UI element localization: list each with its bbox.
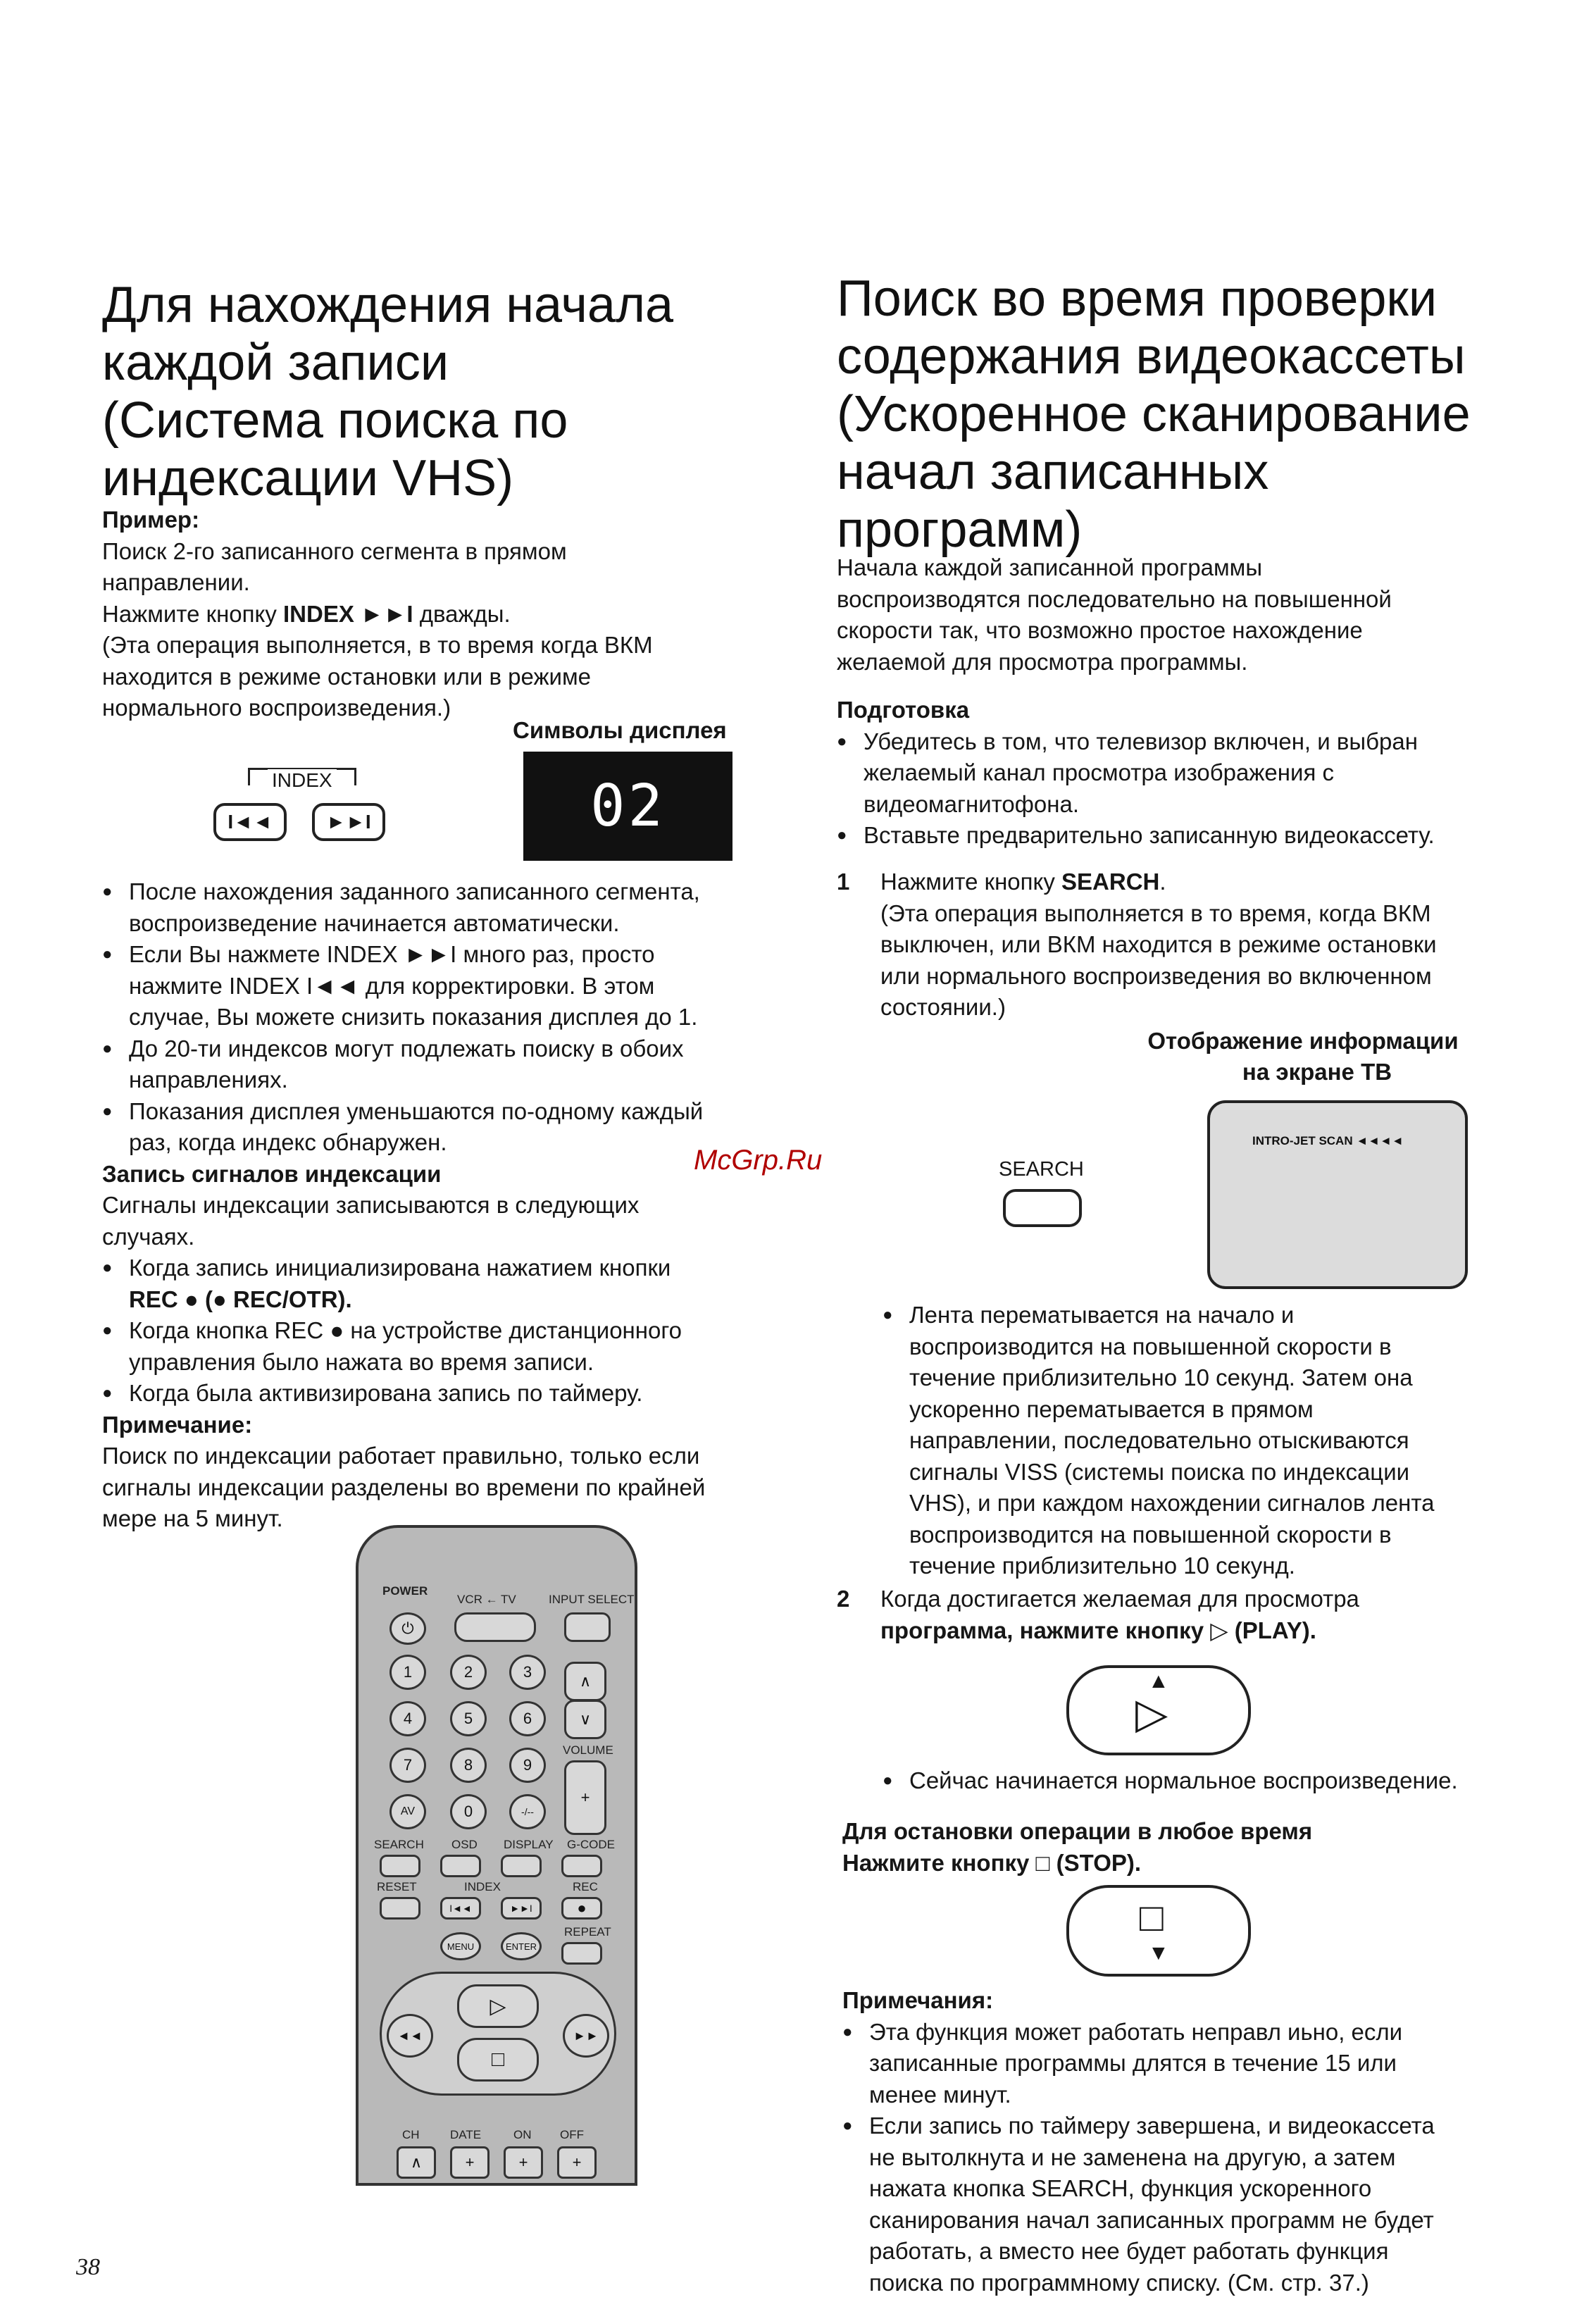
repeat-label: REPEAT [564, 1925, 611, 1939]
digit-5[interactable]: 5 [450, 1701, 487, 1736]
display-label: DISPLAY [504, 1838, 554, 1851]
remote-stop-button[interactable]: □ [457, 2038, 539, 2082]
play-button[interactable] [1066, 1665, 1251, 1755]
tv-info-heading: Отображение информации на экране ТВ [1147, 1028, 1459, 1085]
example-block: Пример: Поиск 2-го записанного сегмента в прямом направлении. Нажмите кнопку INDEX ►►I дважды. (Эта операция выполняется, в то время когда ВКМ находится в режиме остановки или в режиме нормального воспроизведения.) [102, 504, 792, 724]
remote-play-button[interactable]: ▷ [457, 1984, 539, 2028]
search-button[interactable] [1003, 1189, 1082, 1227]
rec-heading: Запись сигналов индексации [102, 1160, 442, 1187]
index-label: INDEX [268, 769, 337, 792]
page-number: 38 [76, 2254, 100, 2280]
menu-button[interactable]: MENU [440, 1932, 481, 1960]
prep-bullet-tv: ● Убедитесь в том, что телевизор включен, и выбран желаемый канал просмотра изображения с видеомагнитофона. [837, 726, 1548, 821]
press-index-line: Нажмите кнопку INDEX ►►I дважды. [102, 600, 511, 627]
tv-screen-text: INTRO-JET SCAN ◄◄◄◄ [1252, 1134, 1404, 1147]
step-2-number: 2 [837, 1586, 850, 1612]
search-button-remote[interactable] [380, 1855, 420, 1877]
reset-button[interactable] [380, 1897, 420, 1920]
enter-button[interactable]: ENTER [501, 1932, 542, 1960]
bullet-auto-play: ● После нахождения заданного записанного сегмента, воспроизведение начинается автоматически. [102, 876, 799, 939]
index-next-remote[interactable]: ►►I [501, 1897, 542, 1920]
left-title: Для нахождения начала каждой записи (Система поиска по индексации VHS) [102, 277, 674, 506]
on-label: ON [513, 2128, 532, 2141]
rec-label: REC [573, 1880, 598, 1893]
play-bullet: ● Сейчас начинается нормальное воспроизведение. [883, 1765, 1545, 1797]
rec-button[interactable]: ● [561, 1897, 602, 1920]
scan-bullet: ● Лента перематывается на начало и воспроизводится на повышенной скорости в течение приблизительно 10 секунд. Затем она ускоренно перематывается в прямом направлении, последовательно отыскиваются сигналы VISS (системы поиска по индексации VHS), и при каждом нахождении сигналов лента воспроизводится на повышенной скорости в течение приблизительно 10 секунд. [883, 1300, 1545, 1582]
gcode-label: G-CODE [567, 1838, 615, 1851]
digit-8[interactable]: 8 [450, 1748, 487, 1783]
note-heading: Примечание: [102, 1411, 253, 1438]
display-button[interactable] [501, 1855, 542, 1877]
notes-bullet-2: ● Если запись по таймеру завершена, и видеокассета не вытолкнута и не заменена на другую, а затем нажата кнопка SEARCH, функция ускоренного сканирования начал записанных программ не будет работать, а вместо нее будет работать функция поиска по программному списку. (См. стр. 37.) [842, 2110, 1547, 2298]
watermark: McGrp.Ru [694, 1145, 823, 1176]
stop-arrow-down-icon: ▼ [1148, 1941, 1169, 1965]
play-note [883, 1765, 1545, 1797]
digit-3[interactable]: 3 [509, 1655, 546, 1690]
date-plus-button[interactable]: + [450, 2146, 490, 2179]
channel-down-button[interactable]: ∨ [564, 1700, 606, 1739]
fast-forward-button[interactable]: ►► [563, 2014, 609, 2058]
off-plus-button[interactable]: + [557, 2146, 597, 2179]
digit-1[interactable]: 1 [389, 1655, 426, 1690]
input-select-label: INPUT SELECT [549, 1593, 635, 1606]
stop-heading: Для остановки операции в любое время [842, 1818, 1313, 1844]
step-1-number: 1 [837, 869, 850, 895]
repeat-button[interactable] [561, 1942, 602, 1965]
vcr-display [523, 752, 732, 861]
osd-button[interactable] [440, 1855, 481, 1877]
stop-button[interactable] [1066, 1885, 1251, 1977]
osd-label: OSD [451, 1838, 478, 1851]
search-button-label: SEARCH [999, 1158, 1084, 1181]
bullet-display-decrease: ● Показания дисплея уменьшаются по-одному каждый раз, когда индекс обнаружен. [102, 1096, 799, 1159]
tv-screen [1207, 1100, 1468, 1289]
index-prev-remote[interactable]: I◄◄ [440, 1897, 481, 1920]
right-title: Поиск во время проверки содержания видеокассеты (Ускоренное сканирование начал записанных программ) [837, 270, 1471, 558]
rec-bullet-2: ● Когда кнопка REC ● на устройстве дистанционного управления было нажата во время записи. [102, 1315, 799, 1378]
digit-4[interactable]: 4 [389, 1701, 426, 1736]
volume-label: VOLUME [563, 1743, 613, 1757]
step-2: 2 Когда достигается желаемая для просмотра программа, нажмите кнопку ▷ (PLAY). [837, 1584, 1541, 1646]
vcr-tv-label: VCR ← TV [457, 1593, 516, 1606]
prep-bullet-cassette: ● Вставьте предварительно записанную видеокассету. [837, 820, 1548, 852]
index-next-button[interactable]: ►►I [312, 803, 385, 841]
index-label-remote: INDEX [464, 1880, 501, 1893]
play-arrow-up-icon: ▲ [1148, 1669, 1169, 1693]
input-select-button[interactable] [564, 1612, 611, 1642]
bullet-correction: ● Если Вы нажмете INDEX ►►I много раз, просто нажмите INDEX I◄◄ для корректировки. В этом случае, Вы можете снизить показания дисплея до 1. [102, 939, 799, 1033]
on-plus-button[interactable]: + [504, 2146, 543, 2179]
ch-label: CH [402, 2128, 420, 2141]
power-label: POWER [382, 1584, 428, 1598]
prep-heading: Подготовка [837, 697, 970, 723]
stop-icon: □ [1140, 1895, 1164, 1939]
notes-bullet-1: ● Эта функция может работать неправл иьно, если записанные программы длятся в течение 15 или менее минут. [842, 2017, 1547, 2111]
display-symbols-heading: Символы дисплея [513, 717, 727, 743]
bullet-20-indexes: ● До 20-ти индексов могут подлежать поиску в обоих направлениях. [102, 1033, 799, 1096]
play-icon: ▷ [1135, 1690, 1168, 1737]
digit-9[interactable]: 9 [509, 1748, 546, 1783]
volume-rocker[interactable]: + [564, 1760, 606, 1835]
digit-0[interactable]: 0 [450, 1794, 487, 1829]
vcr-tv-switch[interactable] [454, 1612, 536, 1642]
ch-up-timer-button[interactable]: ∧ [397, 2146, 436, 2179]
av-button[interactable]: AV [389, 1794, 426, 1829]
rec-bullet-3: ● Когда была активизирована запись по таймеру. [102, 1378, 799, 1410]
digit-2[interactable]: 2 [450, 1655, 487, 1690]
off-label: OFF [560, 2128, 584, 2141]
rewind-button[interactable]: ◄◄ [387, 2014, 433, 2058]
scan-description [883, 1300, 1545, 1582]
search-label: SEARCH [374, 1838, 424, 1851]
display-digits: 02 [590, 773, 666, 840]
prep-block [837, 695, 1548, 852]
right-intro: Начала каждой записанной программы воспроизводятся последовательно на повышенной скорости так, что возможно простое нахождение желаемой для просмотра программы. [837, 554, 1392, 675]
left-bullets: ● После нахождения заданного записанного сегмента, воспроизведение начинается автоматически. ● Если Вы нажмете INDEX ►►I много раз, просто нажмите INDEX I◄◄ для корректировки. В этом случае, Вы можете снизить показания дисплея до 1. ● До 20-ти индексов могут подлежать поиску в обоих направлениях. ● Показания дисплея уменьшаются по-одному каждый раз, когда индекс обнаружен. Запись сигналов индексации Сигналы индексации записываются в следующих случаях. ● Когда запись инициализирована нажатием кнопки REC ● (● REC/OTR). ● Когда кнопка REC ● на устройстве дистанционного управления было нажата во время записи. ● Когда была активизирована запись по таймеру. Примечание: Поиск по индексации работает правильно, только если сигналы индексации разделены во времени по крайней мере на 5 минут. [102, 876, 799, 1535]
digit-6[interactable]: 6 [509, 1701, 546, 1736]
step-1: 1 Нажмите кнопку SEARCH. (Эта операция выполняется в то время, когда ВКМ выключен, или ВКМ находится в режиме остановки или нормального воспроизведения во включенном состоянии.) [837, 866, 1541, 1024]
reset-label: RESET [377, 1880, 417, 1893]
step-1-instruction: Нажмите кнопку SEARCH. [880, 869, 1166, 895]
gcode-button[interactable] [561, 1855, 602, 1877]
notes-heading: Примечания: [842, 1987, 994, 2013]
index-prev-button[interactable]: I◄◄ [213, 803, 287, 841]
date-label: DATE [450, 2128, 482, 2141]
notes-block [842, 1985, 1547, 2298]
stop-block [842, 1816, 1547, 1879]
remote-control [356, 1525, 637, 2186]
stop-line: Нажмите кнопку □ (STOP). [842, 1849, 1142, 1876]
power-button[interactable]: ⏻ [389, 1612, 426, 1645]
channel-up-button[interactable]: ∧ [564, 1662, 606, 1701]
digit-7[interactable]: 7 [389, 1748, 426, 1783]
rec-bullet-1: ● Когда запись инициализирована нажатием кнопки REC ● (● REC/OTR). [102, 1252, 799, 1315]
dash-button[interactable]: -/-- [509, 1794, 546, 1829]
example-heading: Пример: [102, 506, 200, 533]
